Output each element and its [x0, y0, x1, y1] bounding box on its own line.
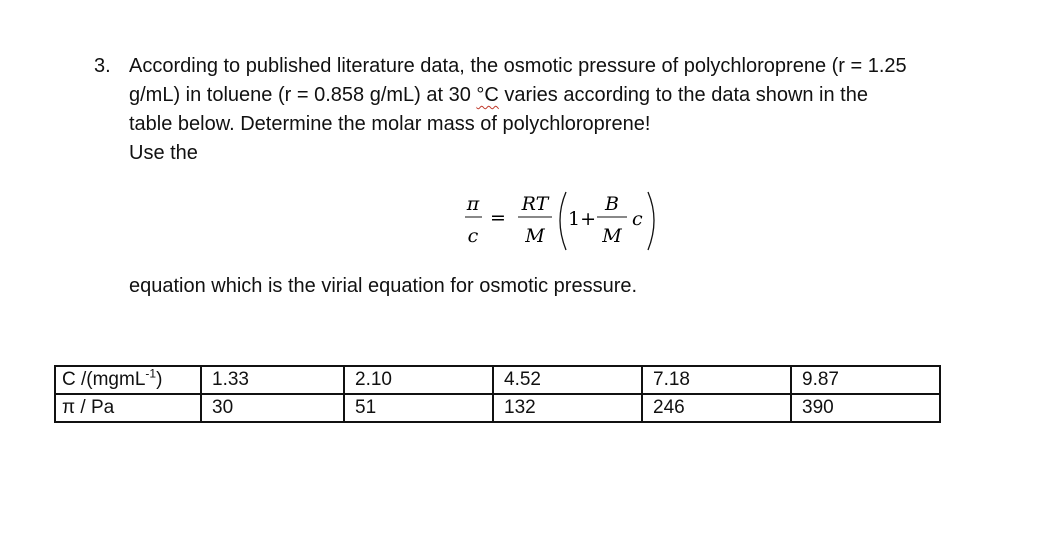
table-row-concentration	[55, 366, 940, 394]
formula-equals: =	[490, 207, 506, 229]
data-table	[54, 365, 941, 423]
table-cell: 51	[344, 394, 493, 422]
table-cell: 2.10	[344, 366, 493, 394]
row-header-pressure: π / Pa	[55, 394, 201, 422]
row-header-concentration	[55, 366, 201, 394]
question-number: 3.	[94, 55, 111, 77]
table-cell: 30	[201, 394, 344, 422]
question-line-2-part-2: varies according to the data shown in the	[498, 84, 868, 106]
formula-c: c	[467, 225, 479, 247]
question-line-2	[129, 81, 1009, 110]
question-line-4: Use the	[129, 142, 198, 164]
table-cell: 7.18	[642, 366, 791, 394]
formula-one-plus: 1+	[568, 208, 597, 230]
formula-B: B	[605, 193, 619, 215]
formula-pi: π	[466, 193, 480, 215]
row-header-c-close: )	[156, 369, 163, 390]
question-line-1: According to published literature data, the osmotic pressure of polychloroprene (r = 1.25	[129, 55, 907, 77]
question-line-2-part-1: g/mL) in toluene (r = 0.858 g/mL) at 30	[129, 84, 477, 106]
spell-flagged-degree-celsius: °C	[476, 84, 499, 106]
question-text	[129, 52, 1009, 168]
formula-left-paren	[560, 192, 566, 250]
formula-c-2: c	[632, 208, 643, 230]
virial-equation	[460, 186, 690, 256]
formula-M-2: M	[602, 225, 622, 247]
table-cell: 390	[791, 394, 940, 422]
table-cell: 246	[642, 394, 791, 422]
row-header-c-text: C /(mgmL	[62, 369, 146, 390]
question-line-3: table below. Determine the molar mass of polychloroprene!	[129, 113, 651, 135]
after-formula-text: equation which is the virial equation for osmotic pressure.	[129, 275, 638, 297]
table-cell: 132	[493, 394, 642, 422]
formula-M: M	[525, 225, 545, 247]
table-cell: 4.52	[493, 366, 642, 394]
formula-RT: RT	[521, 193, 549, 215]
table-cell: 9.87	[791, 366, 940, 394]
row-header-c-superscript: -1	[145, 366, 157, 381]
formula-right-paren	[648, 192, 654, 250]
table-cell: 1.33	[201, 366, 344, 394]
table-row-pressure	[55, 394, 940, 422]
